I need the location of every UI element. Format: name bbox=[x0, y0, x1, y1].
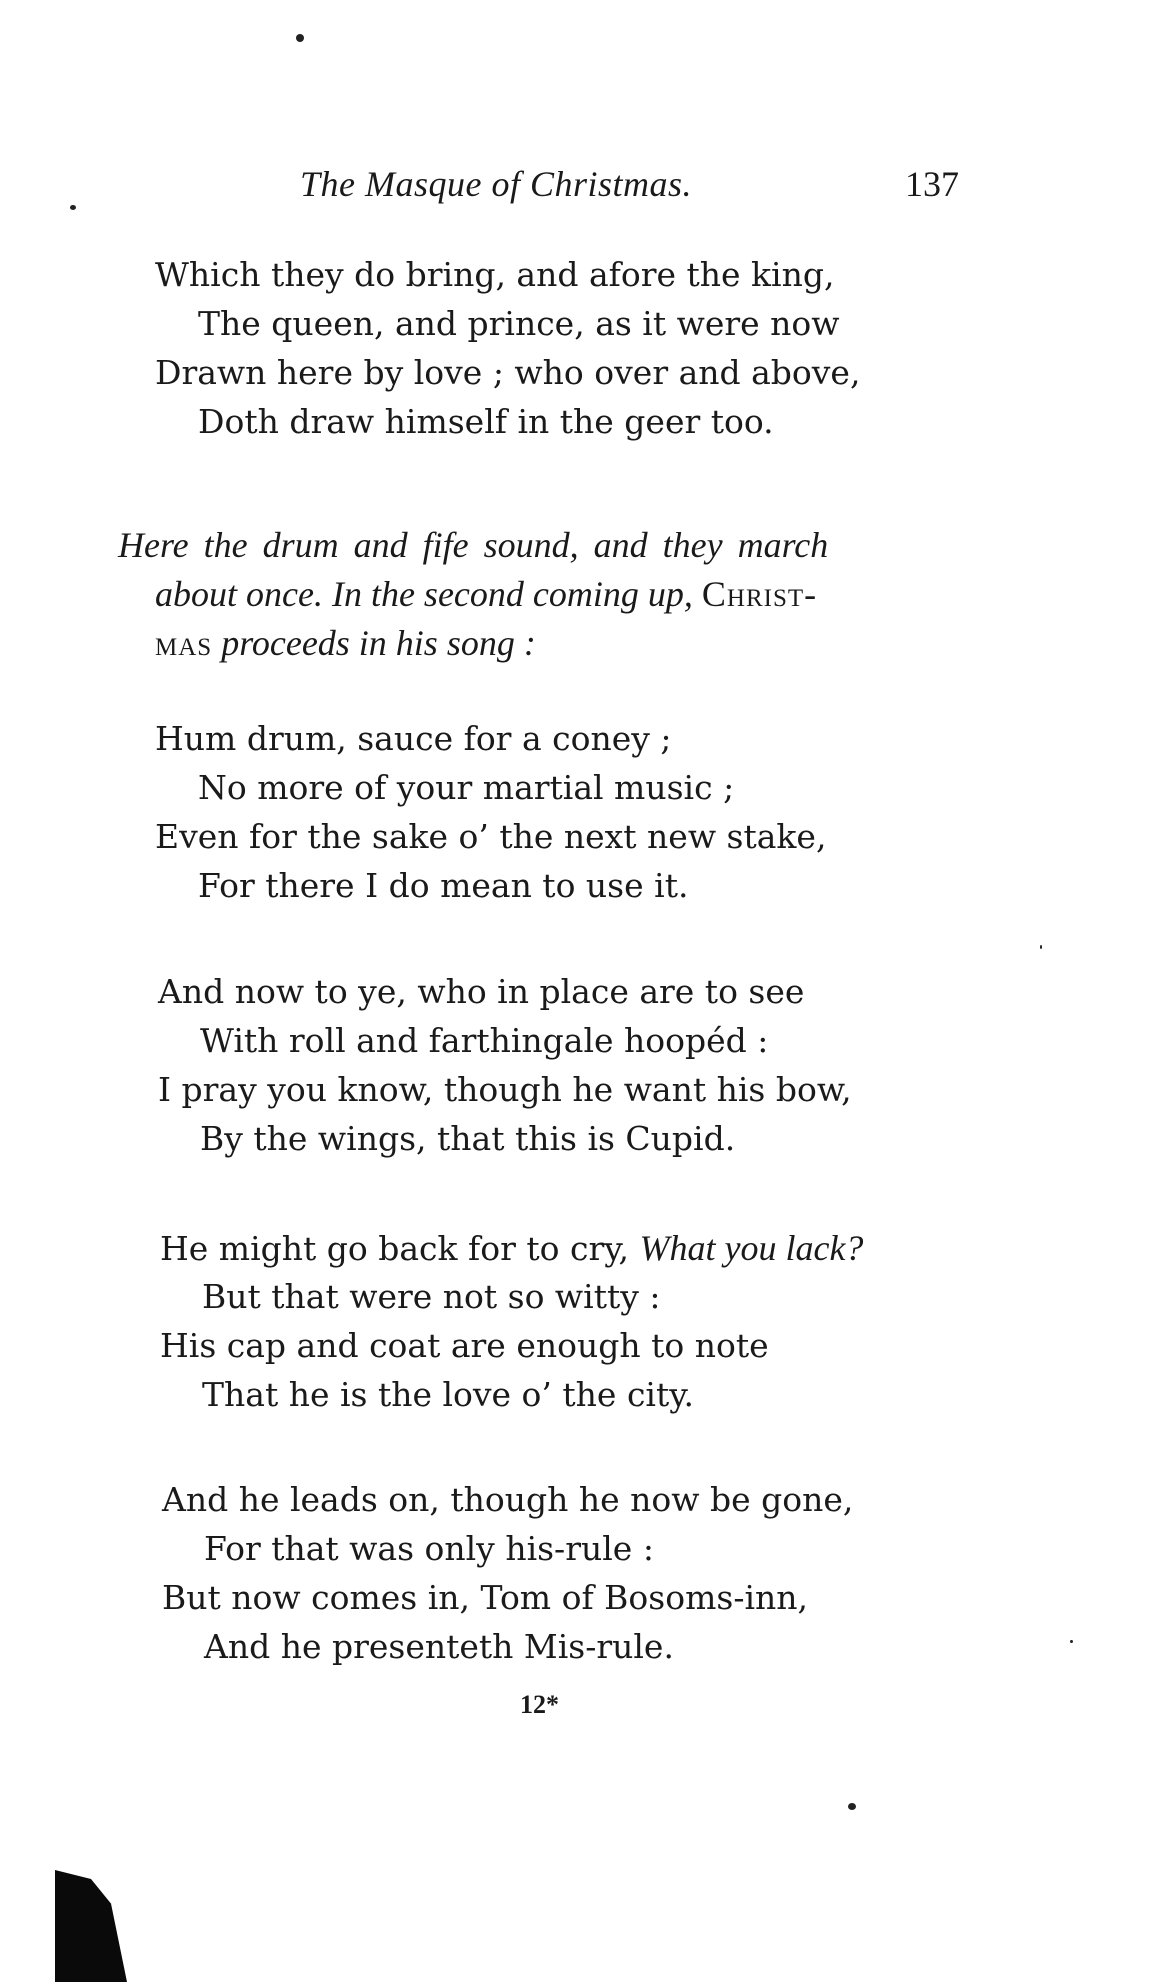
stanza5-line1: And he leads on, though he now be gone, bbox=[162, 1480, 854, 1519]
stanza1-line1: Which they do bring, and afore the king, bbox=[155, 255, 835, 294]
stanza1-line2: The queen, and prince, as it were now bbox=[198, 304, 840, 343]
stanza3-line3: I pray you know, though he want his bow, bbox=[158, 1070, 852, 1109]
stage-direction-line1: Here the drum and fife sound, and they march bbox=[118, 525, 829, 565]
page-number: 137 bbox=[905, 164, 959, 204]
stanza5-line3: But now comes in, Tom of Bosoms-inn, bbox=[162, 1578, 809, 1617]
stanza4-line1-italic: What you lack? bbox=[639, 1228, 864, 1268]
stanza2-line3: Even for the sake o’ the next new stake, bbox=[155, 817, 827, 856]
stanza1-line3: Drawn here by love ; who over and above, bbox=[155, 353, 861, 392]
stanza2-line4: For there I do mean to use it. bbox=[198, 866, 689, 905]
running-title: The Masque of Christmas. bbox=[300, 164, 693, 204]
scan-speck bbox=[1040, 945, 1042, 949]
stanza3-line1: And now to ye, who in place are to see bbox=[158, 972, 805, 1011]
stanza3-line2: With roll and farthingale hoopéd : bbox=[200, 1021, 769, 1060]
scan-speck bbox=[1070, 1640, 1073, 1643]
scan-speck bbox=[848, 1803, 856, 1810]
stanza5-line4: And he presenteth Mis-rule. bbox=[204, 1627, 674, 1666]
stanza2-line1: Hum drum, sauce for a coney ; bbox=[155, 719, 672, 758]
stage-direction-line3-italic: proceeds in his song : bbox=[221, 623, 536, 663]
stanza4-line4: That he is the love o’ the city. bbox=[202, 1375, 694, 1414]
stanza4-line2: But that were not so witty : bbox=[202, 1277, 661, 1316]
stanza3-line4: By the wings, that this is Cupid. bbox=[200, 1119, 736, 1158]
stanza2-line2: No more of your martial music ; bbox=[198, 768, 735, 807]
stage-direction-line3 bbox=[155, 623, 536, 663]
page-edge-shadow bbox=[55, 1870, 135, 1982]
stanza5-line2: For that was only his-rule : bbox=[204, 1529, 654, 1568]
stanza4-line1-text: He might go back for to cry, bbox=[160, 1229, 629, 1268]
stage-direction-line2-italic: about once. In the second coming up, bbox=[155, 574, 693, 614]
scan-speck bbox=[70, 205, 76, 210]
signature-mark: 12* bbox=[520, 1690, 559, 1719]
stanza4-line1 bbox=[160, 1228, 863, 1269]
scan-speck bbox=[296, 34, 304, 42]
stage-direction-line2 bbox=[155, 574, 817, 614]
stanza4-line3: His cap and coat are enough to note bbox=[160, 1326, 769, 1365]
character-name-christmas-part1: Christ- bbox=[701, 574, 818, 614]
character-name-christmas-part2: mas bbox=[155, 623, 213, 663]
stanza1-line4: Doth draw himself in the geer too. bbox=[198, 402, 774, 441]
